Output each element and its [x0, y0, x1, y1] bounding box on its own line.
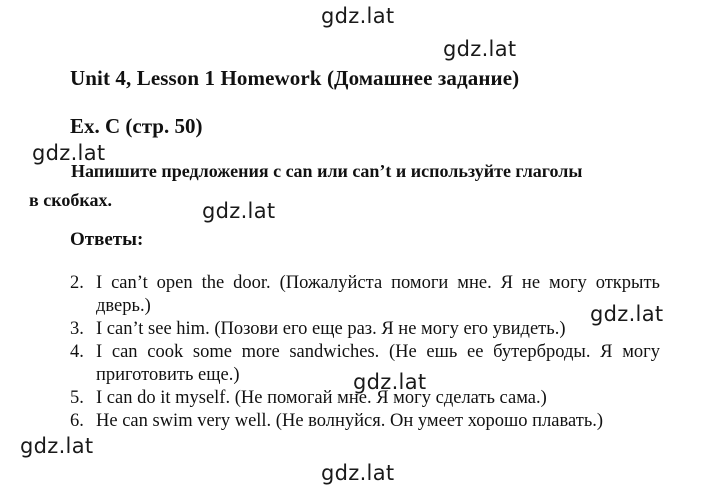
answer-text: I can’t see him. (Позови его еще раз. Я не могу его увидеть.) — [96, 319, 566, 339]
watermark: gdz.lat — [202, 199, 276, 223]
instruction-line-2: в скобках. — [29, 190, 112, 210]
exercise-heading: Ex. C (стр. 50) — [70, 114, 203, 138]
answer-number: 2. — [70, 273, 84, 293]
answer-item — [70, 318, 660, 341]
document-title: Unit 4, Lesson 1 Homework (Домашнее задание) — [70, 66, 520, 90]
watermark: gdz.lat — [32, 141, 106, 165]
watermark: gdz.lat — [321, 461, 395, 485]
answer-text: I can’t open the door. (Пожалуйста помоги мне. Я не могу открыть дверь.) — [96, 273, 660, 316]
watermark: gdz.lat — [321, 4, 395, 28]
answer-item — [70, 410, 660, 433]
watermark: gdz.lat — [20, 434, 94, 458]
answers-label: Ответы: — [70, 229, 144, 250]
answer-text: I can cook some more sandwiches. (Не ешь ее бутерброды. Я могу приготовить еще.) — [96, 342, 660, 385]
instruction-line-1: Напишите предложения с can или can’t и используйте глаголы — [71, 161, 583, 181]
watermark: gdz.lat — [590, 302, 664, 326]
answer-number: 5. — [70, 388, 84, 408]
answer-text: He can swim very well. (Не волнуйся. Он умеет хорошо плавать.) — [96, 411, 604, 431]
answer-number: 3. — [70, 319, 84, 339]
answers-list — [70, 272, 660, 433]
watermark: gdz.lat — [443, 37, 517, 61]
answer-text: I can do it myself. (Не помогай мне. Я могу сделать сама.) — [96, 388, 547, 408]
answer-number: 4. — [70, 342, 84, 362]
watermark: gdz.lat — [353, 370, 427, 394]
exercise-instruction — [29, 157, 679, 215]
answer-number: 6. — [70, 411, 84, 431]
answer-item — [70, 272, 660, 318]
